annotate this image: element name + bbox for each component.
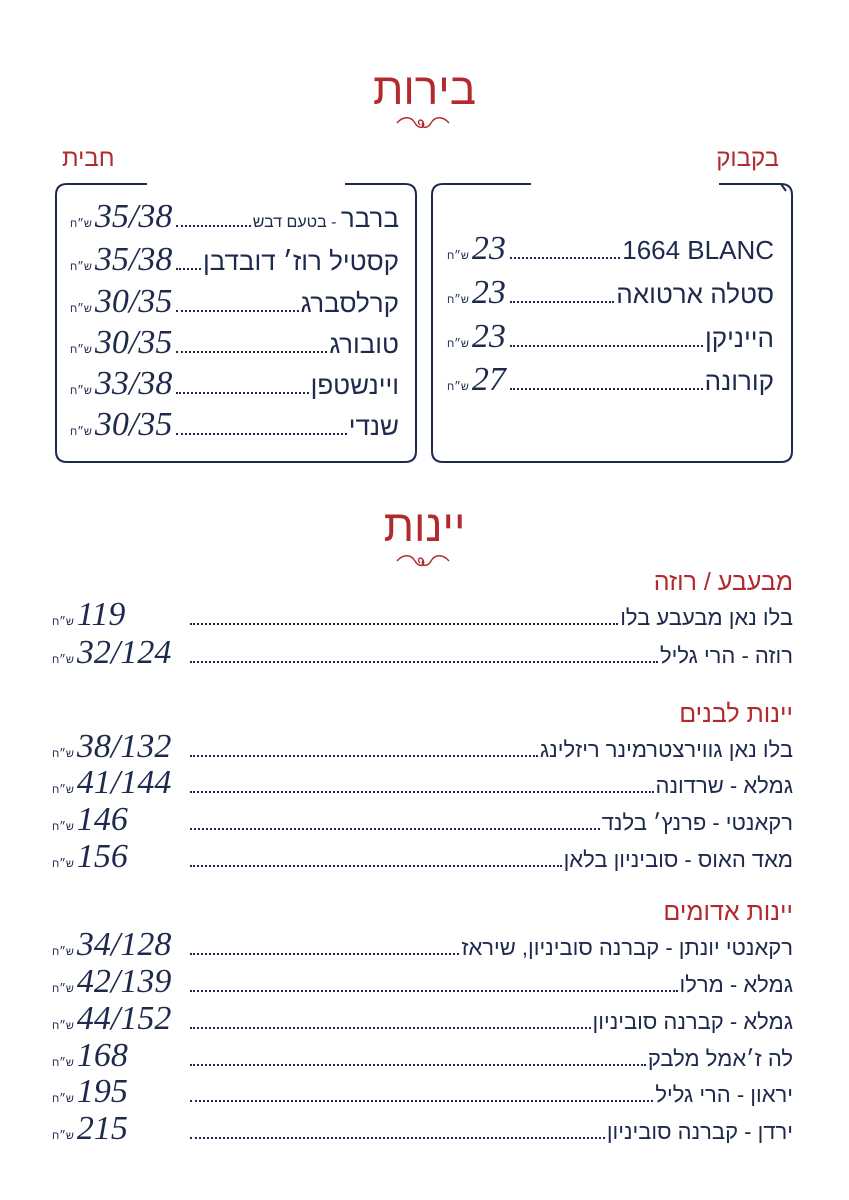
bottle-item-name: קורונה xyxy=(704,366,774,396)
bottle-item-name: 1664 BLANC xyxy=(622,235,774,265)
dotted-leader xyxy=(190,661,658,663)
draft-item-name: שנדי xyxy=(348,411,399,441)
wine-item-name: גמלא - קברנה סוביניון xyxy=(592,1009,793,1034)
dotted-leader xyxy=(190,791,654,793)
draft-item-price: 33/38 xyxy=(94,365,173,402)
wine-item xyxy=(52,840,793,874)
wine-item xyxy=(52,1002,793,1036)
dotted-leader xyxy=(176,433,346,435)
currency-label: ש״ח xyxy=(447,381,469,393)
dotted-leader xyxy=(176,268,201,270)
dotted-leader xyxy=(190,1064,646,1066)
draft-item xyxy=(70,243,399,277)
draft-item-name: ברבר - בטעם דבש xyxy=(252,203,399,233)
dotted-leader xyxy=(190,990,678,992)
bottle-item-price: 27 xyxy=(471,361,506,398)
wine-item-price: 156 xyxy=(76,838,128,875)
currency-label: ש״ח xyxy=(52,1020,74,1032)
bottle-item-price: 23 xyxy=(471,230,506,267)
bottle-item xyxy=(447,276,774,310)
dotted-leader xyxy=(510,257,620,259)
wine-item-name: בלו נאן מבעבע בלו xyxy=(620,605,793,630)
wine-item-price: 38/132 xyxy=(76,728,172,765)
wine-item xyxy=(52,598,793,632)
draft-item-name: ויינשטפן xyxy=(310,370,399,400)
dotted-leader xyxy=(190,953,459,955)
dotted-leader xyxy=(190,1027,591,1029)
draft-item-price: 35/38 xyxy=(94,241,173,278)
wine-item xyxy=(52,766,793,800)
draft-item xyxy=(70,326,399,360)
wine-item-price: 42/139 xyxy=(76,963,172,1000)
draft-item-name: קסטיל רוז׳ דובדבן xyxy=(202,246,399,276)
currency-label: ש״ח xyxy=(52,946,74,958)
currency-label: ש״ח xyxy=(52,1057,74,1069)
dotted-leader xyxy=(190,828,600,830)
wine-item-name: לה ז׳אמל מלבק xyxy=(647,1046,793,1071)
wine-item-name: יראון - הרי גליל xyxy=(655,1082,793,1107)
wine-item xyxy=(52,1112,793,1146)
bottle-item xyxy=(447,363,774,397)
bottle-item-name: סטלה ארטואה xyxy=(616,279,774,309)
currency-label: ש״ח xyxy=(447,294,469,306)
wine-item-name: רקאנטי יונתן - קברנה סוביניון, שיראז xyxy=(461,935,793,960)
dotted-leader xyxy=(176,310,298,312)
bottle-item-price: 23 xyxy=(471,274,506,311)
dotted-leader xyxy=(190,865,562,867)
wine-item xyxy=(52,730,793,764)
wines-title: יינות xyxy=(383,502,466,551)
wine-item-price: 119 xyxy=(76,596,126,633)
draft-item-name: טובורג xyxy=(329,329,399,359)
wine-item-price: 195 xyxy=(76,1073,128,1110)
wine-item-price: 168 xyxy=(76,1037,128,1074)
currency-label: ש״ח xyxy=(70,303,92,315)
wine-item-name: ירדן - קברנה סוביניון xyxy=(606,1119,793,1144)
currency-label: ש״ח xyxy=(52,1093,74,1105)
bottle-label: בקבוק xyxy=(716,145,779,172)
bottle-item xyxy=(447,320,774,354)
wine-section-label: מבעבע / רוזה xyxy=(653,568,793,596)
draft-item-price: 30/35 xyxy=(94,324,173,361)
flourish-divider-icon xyxy=(393,114,453,132)
draft-item-price: 35/38 xyxy=(94,198,173,235)
wine-item xyxy=(52,928,793,962)
wine-item xyxy=(52,1039,793,1073)
wine-item-price: 32/124 xyxy=(76,634,172,671)
draft-item xyxy=(70,200,399,234)
wine-item-price: 215 xyxy=(76,1110,128,1147)
currency-label: ש״ח xyxy=(52,983,74,995)
currency-label: ש״ח xyxy=(447,250,469,262)
currency-label: ש״ח xyxy=(52,784,74,796)
dotted-leader xyxy=(510,388,703,390)
wine-section-label: יינות לבנים xyxy=(679,700,793,728)
wine-item xyxy=(52,636,793,670)
currency-label: ש״ח xyxy=(52,1130,74,1142)
dotted-leader xyxy=(176,225,250,227)
currency-label: ש״ח xyxy=(70,385,92,397)
currency-label: ש״ח xyxy=(52,748,74,760)
beers-title: בירות xyxy=(372,65,477,114)
currency-label: ש״ח xyxy=(70,344,92,356)
dotted-leader xyxy=(190,623,618,625)
draft-item-price: 30/35 xyxy=(94,283,173,320)
currency-label: ש״ח xyxy=(447,338,469,350)
wine-item xyxy=(52,1075,793,1109)
currency-label: ש״ח xyxy=(70,426,92,438)
wine-item xyxy=(52,803,793,837)
currency-label: ש״ח xyxy=(52,616,74,628)
draft-label: חבית xyxy=(62,145,115,172)
draft-item xyxy=(70,367,399,401)
draft-item-note: - בטעם דבש xyxy=(252,214,341,231)
currency-label: ש״ח xyxy=(70,261,92,273)
draft-item xyxy=(70,285,399,319)
draft-item-price: 30/35 xyxy=(94,406,173,443)
wine-item-price: 41/144 xyxy=(76,764,172,801)
wine-item-price: 146 xyxy=(76,801,128,838)
bottle-item-price: 23 xyxy=(471,318,506,355)
wine-item-name: גמלא - מרלו xyxy=(679,972,793,997)
draft-item xyxy=(70,408,399,442)
dotted-leader xyxy=(190,1100,653,1102)
bottle-item-name: הייניקן xyxy=(705,323,774,353)
wine-item xyxy=(52,965,793,999)
draft-item-name: קרלסברג xyxy=(300,288,399,318)
wine-item-name: מאד האוס - סוביניון בלאן xyxy=(563,847,793,872)
dotted-leader xyxy=(176,351,327,353)
wine-item-price: 44/152 xyxy=(76,1000,172,1037)
currency-label: ש״ח xyxy=(52,821,74,833)
wine-item-name: רוזה - הרי גליל xyxy=(659,643,793,668)
wine-section-label: יינות אדומים xyxy=(663,898,793,926)
wine-item-name: רקאנטי - פרנץ׳ בלנד xyxy=(601,810,793,835)
dotted-leader xyxy=(190,755,538,757)
currency-label: ש״ח xyxy=(52,654,74,666)
currency-label: ש״ח xyxy=(52,858,74,870)
dotted-leader xyxy=(510,345,703,347)
currency-label: ש״ח xyxy=(70,218,92,230)
bottle-item xyxy=(447,232,774,266)
wine-item-price: 34/128 xyxy=(76,926,172,963)
dotted-leader xyxy=(510,301,614,303)
wine-item-name: בלו נאן גווירצטרמינר ריזלינג xyxy=(539,737,793,762)
flourish-divider-icon xyxy=(393,552,453,570)
dotted-leader xyxy=(190,1137,605,1139)
dotted-leader xyxy=(176,392,308,394)
wine-item-name: גמלא - שרדונה xyxy=(655,773,793,798)
